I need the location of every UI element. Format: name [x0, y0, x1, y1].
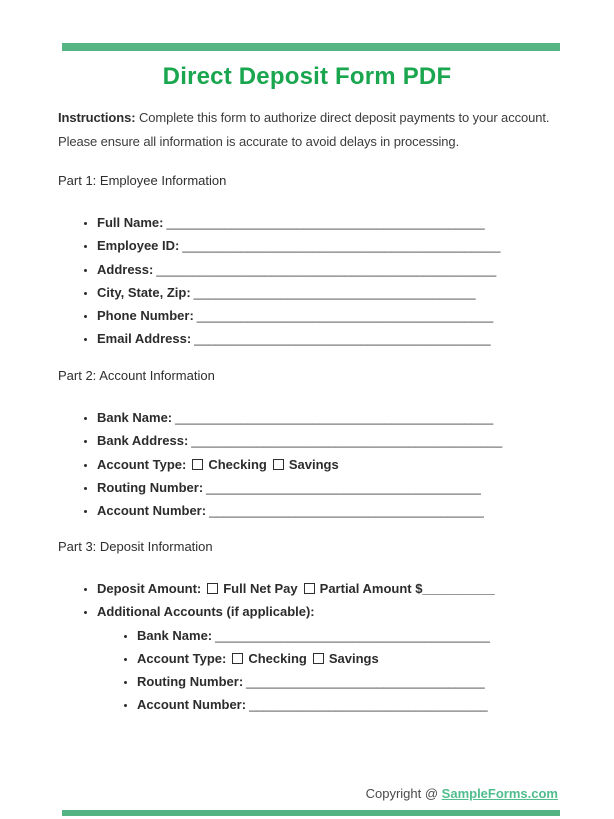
- form-section: [58, 172, 614, 351]
- blank-line[interactable]: _______________________________________: [193, 284, 476, 300]
- checkbox-icon[interactable]: [273, 459, 284, 470]
- item-label: Additional Accounts (if applicable):: [97, 604, 315, 620]
- checkbox-option-label: Savings: [328, 650, 379, 666]
- section-heading: Part 1: Employee Information: [58, 173, 227, 188]
- item-label: Account Type:: [137, 650, 227, 666]
- instructions: [58, 106, 606, 154]
- form-item-list: [58, 211, 614, 351]
- form-item: [97, 234, 614, 257]
- form-item: [97, 429, 614, 452]
- form-item: [137, 693, 614, 716]
- section-heading: Part 3: Deposit Information: [58, 539, 213, 554]
- form-item-list: [58, 406, 614, 522]
- checkbox-option-label: Checking: [248, 650, 307, 666]
- item-label: Bank Name:: [97, 410, 173, 425]
- checkbox-icon[interactable]: [304, 583, 315, 594]
- form-item: [97, 476, 614, 499]
- item-label: Routing Number:: [97, 479, 204, 495]
- form-item: [97, 211, 614, 234]
- form-title: Direct Deposit Form PDF: [162, 63, 452, 90]
- form-item: [137, 647, 614, 670]
- form-item: [97, 453, 614, 476]
- blank-line[interactable]: _______________________________________________: [156, 261, 497, 277]
- form-item-list: [97, 624, 614, 717]
- checkbox-icon[interactable]: [313, 653, 324, 664]
- blank-line[interactable]: ____________________________________________: [166, 215, 485, 230]
- item-label: City, State, Zip:: [97, 284, 191, 300]
- form-item: [137, 670, 614, 693]
- item-label: Address:: [97, 261, 154, 277]
- form-section: [58, 367, 614, 522]
- blank-line[interactable]: ____________________________________________: [175, 410, 494, 425]
- checkbox-icon[interactable]: [207, 583, 218, 594]
- form-item: [97, 281, 614, 304]
- form-section: [58, 538, 614, 717]
- item-label: Account Number:: [97, 503, 207, 519]
- item-label: Phone Number:: [97, 308, 194, 324]
- footer: [0, 786, 558, 802]
- blank-line[interactable]: _________________________________________: [194, 331, 491, 347]
- blank-line[interactable]: _________________________________________: [196, 308, 494, 324]
- blank-line[interactable]: ______________________________________: [209, 503, 484, 519]
- form-item: [97, 258, 614, 281]
- instructions-line-2: Please ensure all information is accurate to avoid delays in processing.: [58, 134, 460, 149]
- instructions-text: Complete this form to authorize direct deposit payments to your account.: [138, 110, 550, 125]
- item-label: Account Type:: [97, 456, 187, 472]
- blank-line[interactable]: _________________________________: [246, 674, 485, 690]
- checkbox-icon[interactable]: [192, 459, 203, 470]
- form-item-list: [58, 577, 614, 717]
- section-heading: Part 2: Account Information: [58, 368, 215, 383]
- item-label: Account Number:: [137, 697, 247, 713]
- item-label: Routing Number:: [137, 674, 244, 690]
- checkbox-icon[interactable]: [232, 653, 243, 664]
- form-item: [97, 327, 614, 350]
- item-label: Deposit Amount:: [97, 581, 202, 596]
- checkbox-option-label: Checking: [208, 456, 267, 472]
- blank-line[interactable]: ______________________________________: [206, 479, 481, 495]
- item-label: Full Name:: [97, 215, 164, 230]
- form-item: [97, 577, 614, 600]
- checkbox-option-label: Full Net Pay: [223, 581, 298, 596]
- checkbox-option-label: Partial Amount $__________: [319, 581, 495, 596]
- checkbox-option-label: Savings: [288, 456, 339, 472]
- form-item: [97, 600, 614, 716]
- form-item: [97, 304, 614, 327]
- instructions-line-1: [58, 106, 606, 130]
- instructions-label: Instructions:: [58, 110, 136, 125]
- form-item: [137, 624, 614, 647]
- item-label: Bank Address:: [97, 433, 189, 449]
- sampleforms-link[interactable]: SampleForms.com: [441, 786, 558, 801]
- item-label: Bank Name:: [137, 627, 213, 643]
- blank-line[interactable]: _________________________________: [249, 697, 488, 713]
- top-accent-bar: [62, 43, 560, 51]
- blank-line[interactable]: ____________________________________________: [182, 238, 501, 254]
- form-item: [97, 499, 614, 522]
- bottom-accent-bar: [62, 810, 560, 816]
- item-label: Email Address:: [97, 331, 192, 347]
- item-label: Employee ID:: [97, 238, 180, 254]
- blank-line[interactable]: ______________________________________: [215, 627, 490, 643]
- blank-line[interactable]: ___________________________________________: [191, 433, 503, 449]
- form-item: [97, 406, 614, 429]
- copyright-text: Copyright @: [365, 786, 442, 801]
